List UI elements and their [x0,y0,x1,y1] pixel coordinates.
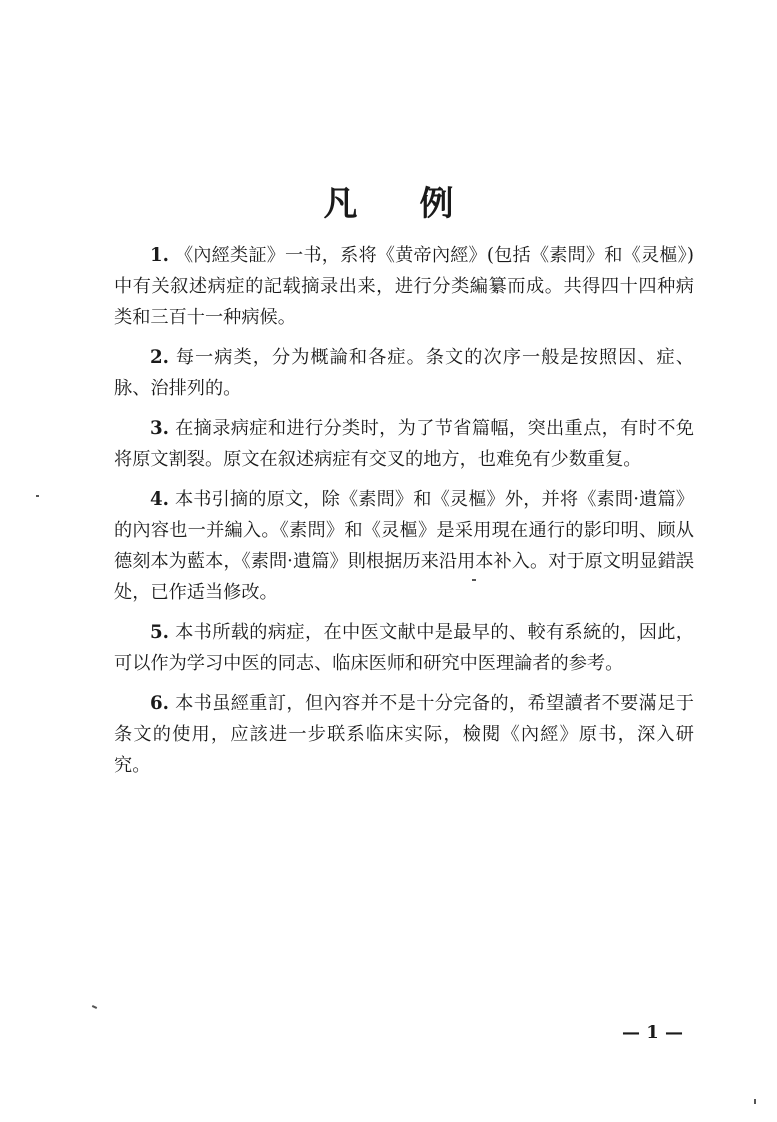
paragraph-2 [114,342,694,404]
paragraph-4 [114,484,694,608]
paragraph-text: 本书所载的病症，在中医文献中是最早的、較有系統的，因此，可以作为学习中医的同志、临床医师和研究中医理論者的参考。 [114,622,694,674]
scan-speck [472,579,476,581]
paragraph-number: 3. [150,418,169,439]
scan-speck [92,1005,97,1009]
title-char-2: 例 [419,184,454,224]
paragraph-number: 1. [150,245,169,266]
paragraph-1 [114,240,694,333]
preface-body [114,240,694,790]
paragraph-text: 本书虽經重訂，但內容并不是十分完备的，希望讀者不要滿足于条文的使用，应該进一步联系临床实际，檢閱《內經》原书，深入研究。 [114,693,694,776]
paragraph-5 [114,617,694,679]
scan-speck [754,1099,756,1104]
paragraph-number: 5. [150,622,169,643]
title-char-1: 凡 [323,184,358,224]
paragraph-text: 每一病类，分为概論和各症。条文的次序一般是按照因、症、脉、治排列的。 [114,347,694,399]
scan-speck [36,495,39,497]
paragraph-number: 4. [150,489,169,510]
paragraph-number: 6. [150,693,169,714]
paragraph-3 [114,413,694,475]
page-title [0,176,777,225]
page-number: — 1 — [622,1022,684,1043]
paragraph-text: 《內經类証》一书，系将《黄帝內經》(包括《素問》和《灵樞》)中有关叙述病症的記载摘录出来，进行分类編纂而成。共得四十四种病类和三百十一种病候。 [114,245,694,328]
paragraph-6 [114,688,694,781]
paragraph-text: 在摘录病症和进行分类时，为了节省篇幅，突出重点，有时不免将原文割裂。原文在叙述病症有交叉的地方，也难免有少数重复。 [114,418,694,470]
paragraph-number: 2. [150,347,169,368]
paragraph-text: 本书引摘的原文，除《素問》和《灵樞》外，并将《素問·遺篇》的內容也一并編入。《素問》和《灵樞》是采用現在通行的影印明、顾从德刻本为藍本，《素問·遺篇》則根据历来沿用本补入。对于原文明显錯誤处，已作适当修改。 [114,489,694,603]
